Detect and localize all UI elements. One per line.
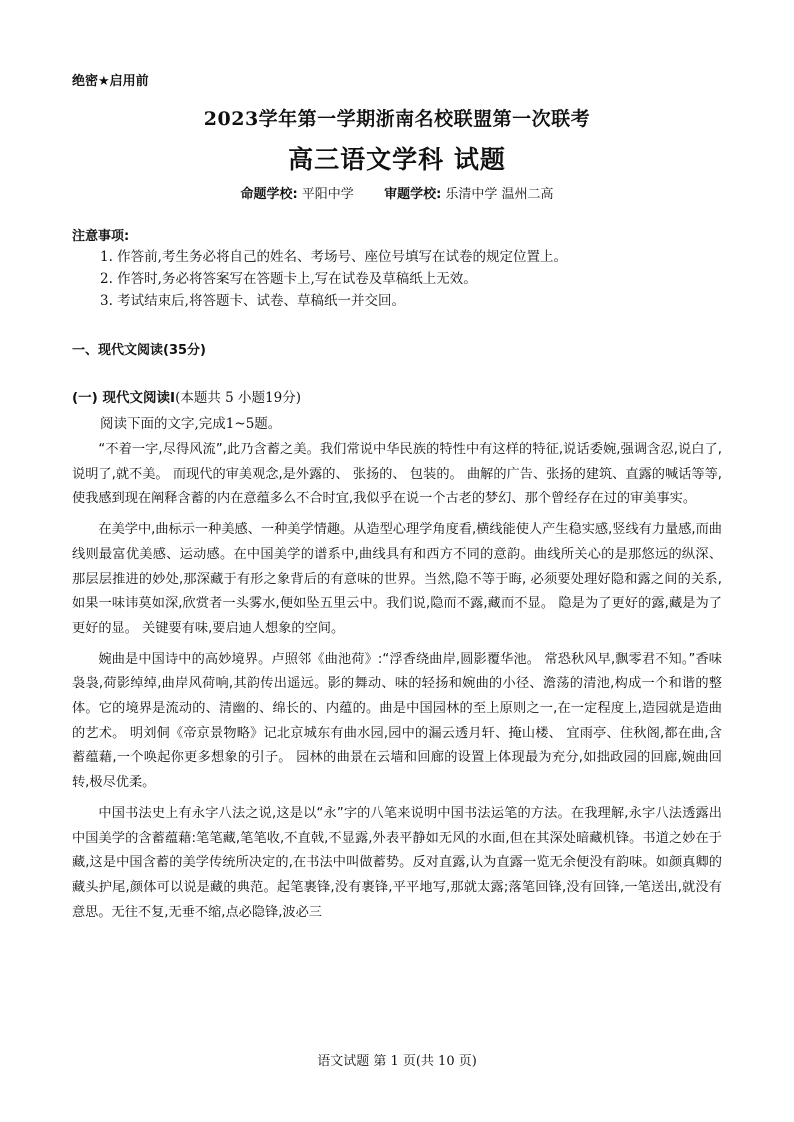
setter-school: 平阳中学: [301, 187, 354, 202]
notice-item: 2. 作答时,务必将答案写在答题卡上,写在试卷及草稿纸上无效。: [100, 271, 477, 287]
notice-item: 3. 考试结束后,将答题卡、试卷、草稿纸一并交回。: [100, 293, 405, 309]
subsection-heading: [72, 386, 301, 406]
reviewer-label: 审题学校:: [384, 187, 442, 202]
passage-paragraph: 中国书法史上有永字八法之说,这是以“永”字的八笔来说明中国书法运笔的方法。在我理解,永字八法透露出中国美学的含蓄蕴藉:笔笔藏,笔笔收,不直戟,不显露,外表平静如无风的水面,但在其深处暗藏机锋。书道之妙在于藏,这是中国含蓄的美学传统所决定的,在书法中叫做蓄势。反对直露,认为直露一览无余便没有韵味。如颜真卿的藏头护尾,颜体可以说是藏的典范。起笔裹锋,没有裹锋,平平地写,那就太露;落笔回锋,没有回锋,一笔送出,就没有意思。无往不复,无垂不缩,点必隐锋,波必三: [72, 805, 722, 920]
exam-title: 2023学年第一学期浙南名校联盟第一次联考: [203, 108, 591, 130]
notice-list: [100, 246, 567, 312]
subsection-note: (本题共 5 小题19分): [175, 390, 301, 406]
reading-instruction: 阅读下面的文字,完成1~5题。: [100, 416, 282, 432]
setter-label: 命题学校:: [240, 187, 298, 202]
reviewer-school: 乐清中学 温州二高: [445, 187, 554, 202]
notice-heading: 注意事项:: [72, 229, 130, 244]
passage-paragraph: 婉曲是中国诗中的高妙境界。卢照邻《曲池荷》:“浮香绕曲岸,圆影覆华池。 常恐秋风早,飘零君不知。”香味袅袅,荷影绰绰,曲岸风荷响,其韵传出遥远。影的舞动、味的轻扬和婉曲的小径、澹荡的清池,构成一个和谐的整体。它的境界是流动的、清幽的、绵长的、内蕴的。曲是中国园林的至上原则之一,在一定程度上,造园就是造曲的艺术。 明刘侗《帝京景物略》记北京城东有曲水园,园中的漏云透月轩、掩山楼、 宜雨亭、住秋阁,都在曲,含蓄蕴藉,一个唤起你更多想象的引子。 园林的曲景在云墙和回廊的设置上体现最为充分,如拙政园的回廊,婉曲回转,极尽优柔。: [72, 651, 722, 791]
section-heading: 一、现代文阅读(35分): [72, 343, 206, 358]
reading-passage: [72, 438, 722, 931]
notice-item: 1. 作答前,考生务必将自己的姓名、考场号、座位号填写在试卷的规定位置上。: [100, 249, 567, 265]
school-info: [0, 183, 794, 202]
passage-paragraph: “不着一字,尽得风流”,此乃含蓄之美。我们常说中华民族的特性中有这样的特征,说话委婉,强调含忍,说白了,说明了,就不美。 而现代的审美观念,是外露的、 张扬的、 包装的。 曲解的广告、张扬的建筑、直露的喊话等等,使我感到现在阐释含蓄的内在意蕴多么不合时宜,我似乎在说一个古老的梦幻、那个曾经存在过的审美事实。: [72, 442, 722, 507]
secret-label: 绝密★启用前: [72, 74, 149, 89]
passage-paragraph: 在美学中,曲标示一种美感、一种美学情趣。从造型心理学角度看,横线能使人产生稳实感,竖线有力量感,而曲线则最富优美感、运动感。在中国美学的谱系中,曲线具有和西方不同的意韵。曲线所关心的是那悠远的纵深、那层层推进的妙处,那深藏于有形之象背后的有意味的世界。当然,隐不等于晦, 必须要处理好隐和露之间的关系,如果一味讳莫如深,欣赏者一头雾水,便如坠五里云中。我们说,隐而不露,藏而不显。 隐是为了更好的露,藏是为了更好的显。 关键要有味,要启迪人想象的空间。: [72, 522, 722, 636]
exam-subtitle: 高三语文学科 试题: [288, 145, 506, 174]
page-footer: 语文试题 第 1 页(共 10 页): [317, 1054, 477, 1069]
subsection-label: (一) 现代文阅读Ⅰ: [72, 390, 176, 406]
